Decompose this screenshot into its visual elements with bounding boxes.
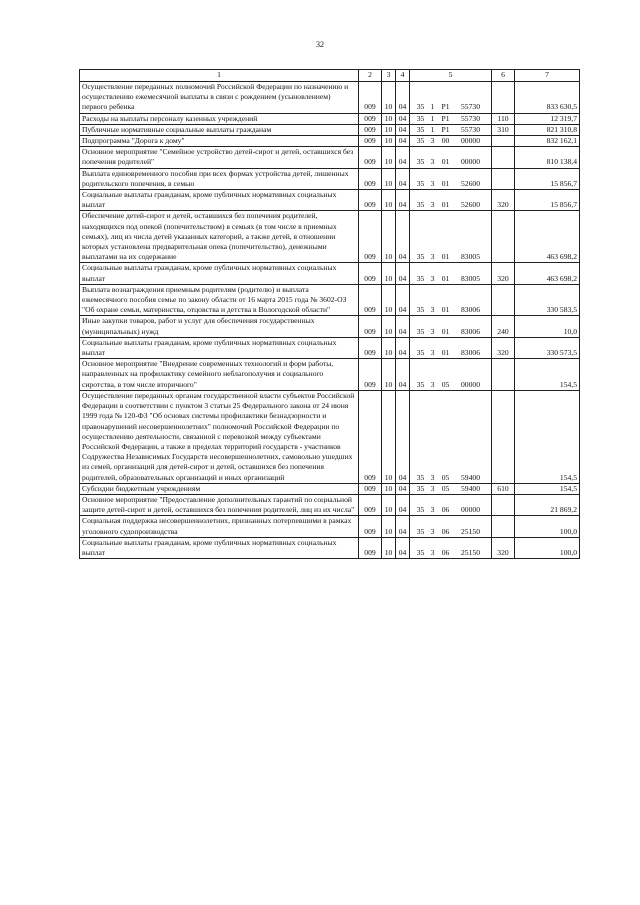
row-grbs-code: 009 [359,168,382,189]
row-amount: 12 319,7 [515,113,580,124]
row-target-article [410,147,492,168]
row-expense-type: 110 [492,113,515,124]
row-subsection-code: 04 [396,390,410,483]
row-amount: 154,5 [515,483,580,494]
row-name: Осуществление переданных органам государственной власти субъектов Российской Федерации в соответствии с пунктом 3 статьи 25 Федерального закона от 24 июня 1999 года № 120-ФЗ "Об основах системы профилактики безнадзорности и правонарушений несовершеннолетних" полномочий Российской Федерации по осуществлению деятельности, связанной с перевозкой между субъектами Российской Федерации, а также в пределах территорий государств - участников Содружества Независимых Государств несовершеннолетних, самовольно ушедших из семей, организаций для детей-сирот и детей, оставшихся без попечения родителей, образовательных организаций и иных организаций [80,390,359,483]
target-article-part: 55730 [461,102,480,112]
row-amount: 154,5 [515,390,580,483]
target-article-part: 3 [430,305,435,315]
target-article-part: 3 [430,326,435,336]
row-name: Субсидии бюджетным учреждениям [80,483,359,494]
table-row [80,124,580,135]
row-grbs-code: 009 [359,316,382,337]
row-name: Основное мероприятие "Предоставление дополнительных гарантий по социальной защите детей-сирот и детей, оставшихся без попечения родителей, лиц из их числа" [80,494,359,515]
row-grbs-code: 009 [359,147,382,168]
target-article-part: 01 [441,200,450,210]
target-article-part: 06 [441,526,450,536]
row-name: Социальные выплаты гражданам, кроме публичных нормативных социальных выплат [80,190,359,211]
table-row [80,168,580,189]
table-row [80,494,580,515]
target-article-part: 83005 [461,273,480,283]
row-subsection-code: 04 [396,316,410,337]
target-article-part: 35 [416,273,425,283]
row-target-article [410,516,492,537]
row-target-article [410,82,492,114]
row-subsection-code: 04 [396,537,410,558]
target-article-part: 01 [441,273,450,283]
row-subsection-code: 04 [396,147,410,168]
table-row [80,537,580,558]
target-article-part: 83005 [461,252,480,262]
target-article-part: 35 [416,526,425,536]
target-article-part: 3 [430,505,435,515]
row-target-article [410,494,492,515]
row-grbs-code: 009 [359,82,382,114]
row-expense-type: 320 [492,337,515,358]
target-article-part: 3 [430,526,435,536]
row-expense-type [492,168,515,189]
target-article-part: 01 [441,178,450,188]
row-section-code: 10 [382,284,396,316]
row-amount: 330 573,5 [515,337,580,358]
target-article-part: 3 [430,379,435,389]
target-article-part: 05 [441,483,450,493]
target-article-part: 35 [416,102,425,112]
row-expense-type [492,494,515,515]
target-article-part: 52600 [461,178,480,188]
target-article-part: 3 [430,178,435,188]
target-article-part: 3 [430,472,435,482]
header-col-7: 7 [515,70,580,82]
row-amount: 810 138,4 [515,147,580,168]
row-grbs-code: 009 [359,211,382,263]
target-article-part: P1 [441,113,450,123]
row-target-article [410,190,492,211]
target-article-part: 00000 [461,136,480,146]
row-section-code: 10 [382,190,396,211]
row-name: Социальные выплаты гражданам, кроме публичных нормативных социальных выплат [80,263,359,284]
target-article-part: 35 [416,136,425,146]
row-expense-type [492,390,515,483]
row-grbs-code: 009 [359,359,382,391]
row-subsection-code: 04 [396,263,410,284]
target-article-part: 35 [416,472,425,482]
table-row [80,516,580,537]
row-target-article [410,211,492,263]
target-article-part: 35 [416,379,425,389]
table-row [80,316,580,337]
row-section-code: 10 [382,390,396,483]
target-article-part: 35 [416,305,425,315]
target-article-part: 00000 [461,505,480,515]
row-grbs-code: 009 [359,284,382,316]
header-col-6: 6 [492,70,515,82]
row-name: Обеспечение детей-сирот и детей, оставшихся без попечения родителей, находящихся под опекой (попечительством) в семьях (в том числе в приемных семьях), лиц из числа детей указанных категорий, а также детей, в отношении которых установлена предварительная опека (попечительство), денежными выплатами на их содержание [80,211,359,263]
row-name: Социальные выплаты гражданам, кроме публичных нормативных социальных выплат [80,337,359,358]
target-article-part: 35 [416,157,425,167]
header-col-5: 5 [410,70,492,82]
target-article-part: 3 [430,547,435,557]
target-article-part: 05 [441,379,450,389]
row-target-article [410,390,492,483]
table-row [80,263,580,284]
target-article-part: 35 [416,178,425,188]
target-article-part: 06 [441,547,450,557]
target-article-part: 00 [441,136,450,146]
target-article-part: 55730 [461,113,480,123]
target-article-part: 55730 [461,124,480,134]
target-article-part: 35 [416,483,425,493]
target-article-part: 05 [441,472,450,482]
row-section-code: 10 [382,494,396,515]
row-grbs-code: 009 [359,483,382,494]
target-article-part: 3 [430,200,435,210]
row-grbs-code: 009 [359,113,382,124]
table-body [80,82,580,559]
page-number: 32 [316,40,324,49]
target-article-part: 3 [430,252,435,262]
row-name: Выплата единовременного пособия при всех формах устройства детей, лишенных родительского попечения, в семью [80,168,359,189]
row-target-article [410,136,492,147]
row-name: Иные закупки товаров, работ и услуг для обеспечения государственных (муниципальных) нужд [80,316,359,337]
target-article-part: 25150 [461,526,480,536]
row-subsection-code: 04 [396,284,410,316]
row-expense-type [492,136,515,147]
row-amount: 21 869,2 [515,494,580,515]
row-expense-type [492,147,515,168]
table-row [80,136,580,147]
row-subsection-code: 04 [396,516,410,537]
target-article-part: 00000 [461,379,480,389]
row-grbs-code: 009 [359,337,382,358]
row-section-code: 10 [382,263,396,284]
target-article-part: 3 [430,483,435,493]
row-amount: 832 162,1 [515,136,580,147]
row-subsection-code: 04 [396,136,410,147]
target-article-part: 59400 [461,472,480,482]
row-name: Основное мероприятие "Семейное устройство детей-сирот и детей, оставшихся без попечения родителей" [80,147,359,168]
target-article-part: P1 [441,102,450,112]
table-row [80,113,580,124]
row-target-article [410,537,492,558]
row-section-code: 10 [382,147,396,168]
row-expense-type: 310 [492,124,515,135]
row-section-code: 10 [382,113,396,124]
row-section-code: 10 [382,483,396,494]
row-target-article [410,263,492,284]
header-col-1: 1 [80,70,359,82]
row-subsection-code: 04 [396,359,410,391]
row-subsection-code: 04 [396,168,410,189]
target-article-part: P1 [441,124,450,134]
target-article-part: 35 [416,113,425,123]
row-grbs-code: 009 [359,190,382,211]
row-section-code: 10 [382,516,396,537]
target-article-part: 1 [430,113,435,123]
target-article-part: 01 [441,305,450,315]
row-amount: 463 698,2 [515,211,580,263]
target-article-part: 25150 [461,547,480,557]
row-section-code: 10 [382,316,396,337]
row-subsection-code: 04 [396,190,410,211]
row-name: Расходы на выплаты персоналу казенных учреждений [80,113,359,124]
row-section-code: 10 [382,136,396,147]
table-row [80,284,580,316]
row-name: Публичные нормативные социальные выплаты гражданам [80,124,359,135]
table-row [80,359,580,391]
row-expense-type: 320 [492,263,515,284]
row-target-article [410,483,492,494]
table-row [80,390,580,483]
row-section-code: 10 [382,168,396,189]
table-row [80,147,580,168]
row-grbs-code: 009 [359,537,382,558]
row-name: Основное мероприятие "Внедрение современных технологий и форм работы, направленных на профилактику семейного неблагополучия и социального сиротства, в том числе вторичного" [80,359,359,391]
row-expense-type [492,516,515,537]
row-name: Подпрограмма "Дорога к дому" [80,136,359,147]
row-section-code: 10 [382,337,396,358]
row-subsection-code: 04 [396,82,410,114]
row-grbs-code: 009 [359,124,382,135]
row-amount: 100,0 [515,516,580,537]
target-article-part: 01 [441,348,450,358]
row-subsection-code: 04 [396,124,410,135]
row-subsection-code: 04 [396,211,410,263]
row-grbs-code: 009 [359,516,382,537]
row-target-article [410,337,492,358]
target-article-part: 3 [430,136,435,146]
target-article-part: 3 [430,273,435,283]
row-expense-type: 240 [492,316,515,337]
target-article-part: 35 [416,326,425,336]
row-subsection-code: 04 [396,337,410,358]
target-article-part: 83006 [461,326,480,336]
target-article-part: 35 [416,547,425,557]
row-subsection-code: 04 [396,483,410,494]
row-amount: 15 856,7 [515,168,580,189]
row-target-article [410,113,492,124]
row-subsection-code: 04 [396,113,410,124]
header-col-2: 2 [359,70,382,82]
row-expense-type: 610 [492,483,515,494]
budget-table [79,69,580,559]
row-expense-type [492,82,515,114]
target-article-part: 35 [416,124,425,134]
header-row [80,70,580,82]
row-section-code: 10 [382,359,396,391]
row-grbs-code: 009 [359,494,382,515]
target-article-part: 3 [430,348,435,358]
row-section-code: 10 [382,124,396,135]
row-amount: 154,5 [515,359,580,391]
target-article-part: 59400 [461,483,480,493]
row-name: Социальная поддержка несовершеннолетних, признанных потерпевшими в рамках уголовного судопроизводства [80,516,359,537]
target-article-part: 3 [430,157,435,167]
row-amount: 821 310,8 [515,124,580,135]
target-article-part: 01 [441,252,450,262]
row-amount: 10,0 [515,316,580,337]
target-article-part: 1 [430,102,435,112]
table-row [80,82,580,114]
row-expense-type [492,211,515,263]
target-article-part: 83006 [461,348,480,358]
target-article-part: 01 [441,157,450,167]
row-target-article [410,124,492,135]
target-article-part: 35 [416,252,425,262]
target-article-part: 06 [441,505,450,515]
row-amount: 463 698,2 [515,263,580,284]
target-article-part: 52600 [461,200,480,210]
row-name: Выплата вознаграждения приемным родителям (родителю) и выплата ежемесячного пособия семье по закону области от 16 марта 2015 года № 3602-ОЗ "Об охране семьи, материнства, отцовства и детства в Вологодской области" [80,284,359,316]
row-amount: 330 583,5 [515,284,580,316]
row-amount: 833 630,5 [515,82,580,114]
row-target-article [410,359,492,391]
row-expense-type: 320 [492,537,515,558]
table-row [80,190,580,211]
target-article-part: 1 [430,124,435,134]
row-name: Осуществление переданных полномочий Российской Федерации по назначению и осуществлению ежемесячной выплаты в связи с рождением (усыновлением) первого ребенка [80,82,359,114]
target-article-part: 83006 [461,305,480,315]
target-article-part: 35 [416,505,425,515]
row-expense-type: 320 [492,190,515,211]
row-section-code: 10 [382,211,396,263]
row-grbs-code: 009 [359,390,382,483]
row-target-article [410,316,492,337]
row-target-article [410,168,492,189]
target-article-part: 00000 [461,157,480,167]
row-target-article [410,284,492,316]
target-article-part: 35 [416,348,425,358]
row-amount: 15 856,7 [515,190,580,211]
row-expense-type [492,284,515,316]
target-article-part: 01 [441,326,450,336]
row-grbs-code: 009 [359,263,382,284]
row-expense-type [492,359,515,391]
header-col-4: 4 [396,70,410,82]
table-row [80,483,580,494]
target-article-part: 35 [416,200,425,210]
row-name: Социальные выплаты гражданам, кроме публичных нормативных социальных выплат [80,537,359,558]
row-section-code: 10 [382,82,396,114]
table-row [80,211,580,263]
row-grbs-code: 009 [359,136,382,147]
row-subsection-code: 04 [396,494,410,515]
table-row [80,337,580,358]
row-section-code: 10 [382,537,396,558]
header-col-3: 3 [382,70,396,82]
row-amount: 100,0 [515,537,580,558]
